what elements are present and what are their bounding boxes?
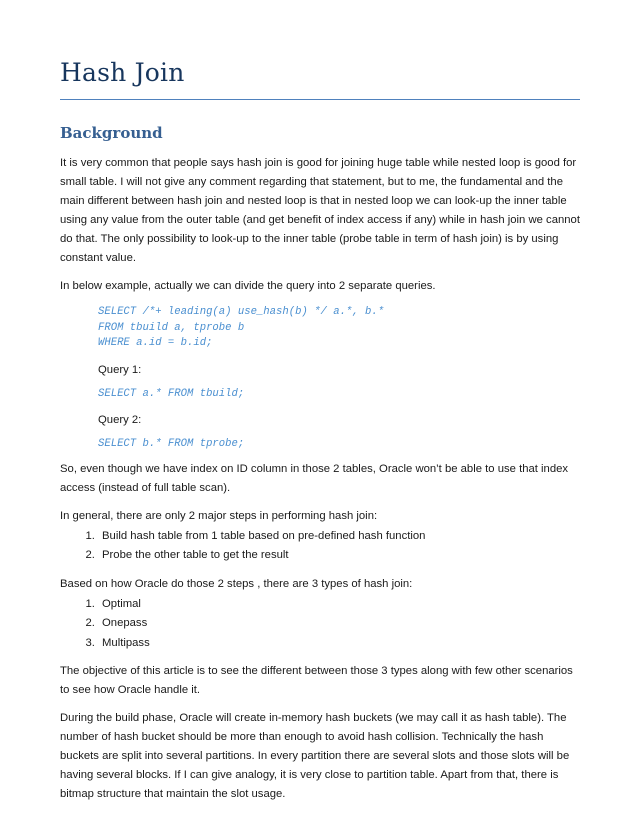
steps-list: [60, 527, 580, 566]
types-intro-paragraph: Based on how Oracle do those 2 steps , there are 3 types of hash join:: [60, 577, 413, 590]
steps-intro-paragraph: In general, there are only 2 major steps in performing hash join:: [60, 509, 378, 522]
code-line: SELECT a.* FROM tbuild;: [98, 387, 245, 400]
list-item: 3. Multipass: [98, 634, 580, 654]
code-line: FROM tbuild a, tprobe b: [98, 321, 245, 334]
objective-paragraph: The objective of this article is to see the different between those 3 types along with few other scenarios to see how Oracle handle it.: [60, 665, 573, 696]
section-heading: Background: [60, 124, 163, 142]
build-phase-paragraph: During the build phase, Oracle will create in-memory hash buckets (we may call it as hash table). The number of hash bucket should be more than enough to avoid hash collision. Technically the hash buckets are split into several partitions. In every partition there are several slots and those slots will be having several blocks. If I can give analogy, it is very close to partition table. Apart from that, there is bitmap structure that maintain the slot usage.: [60, 712, 570, 800]
code-line: SELECT b.* FROM tprobe;: [98, 438, 245, 450]
query1-label: Query 1:: [98, 363, 142, 376]
document-title: Hash Join: [60, 58, 185, 87]
document-body: [60, 154, 580, 813]
query1-code: [98, 387, 580, 403]
intro-paragraph: It is very common that people says hash join is good for joining huge table while nested loop is good for small table. I will not give any comment regarding that statement, but to me, the fundamental and the main different between hash join and nested loop is that in nested loop we can look-up the inner table using any value from the outer table (and get benefit of index access if any) while in hash join we cannot do that. The only possibility to look-up to the inner table (probe table in term of hash join) is by using constant value.: [60, 157, 580, 264]
list-item: 1. Build hash table from 1 table based on pre-defined hash function: [98, 527, 580, 547]
code-line: WHERE a.id = b.id;: [98, 337, 213, 349]
query2-label: Query 2:: [98, 414, 142, 426]
list-item: 2. Probe the other table to get the result: [98, 546, 580, 566]
code-line: SELECT /*+ leading(a) use_hash(b) */ a.*, b.*: [98, 306, 385, 318]
list-item: 2. Onepass: [98, 614, 580, 634]
types-list: [60, 595, 580, 654]
example-intro-paragraph: In below example, actually we can divide the query into 2 separate queries.: [60, 280, 436, 292]
query2-code: [98, 437, 580, 453]
main-query-code: [98, 305, 580, 352]
index-paragraph: So, even though we have index on ID column in those 2 tables, Oracle won’t be able to use that index access (instead of full table scan).: [60, 462, 569, 494]
list-item: 1. Optimal: [98, 595, 580, 615]
title-divider: [60, 99, 580, 100]
